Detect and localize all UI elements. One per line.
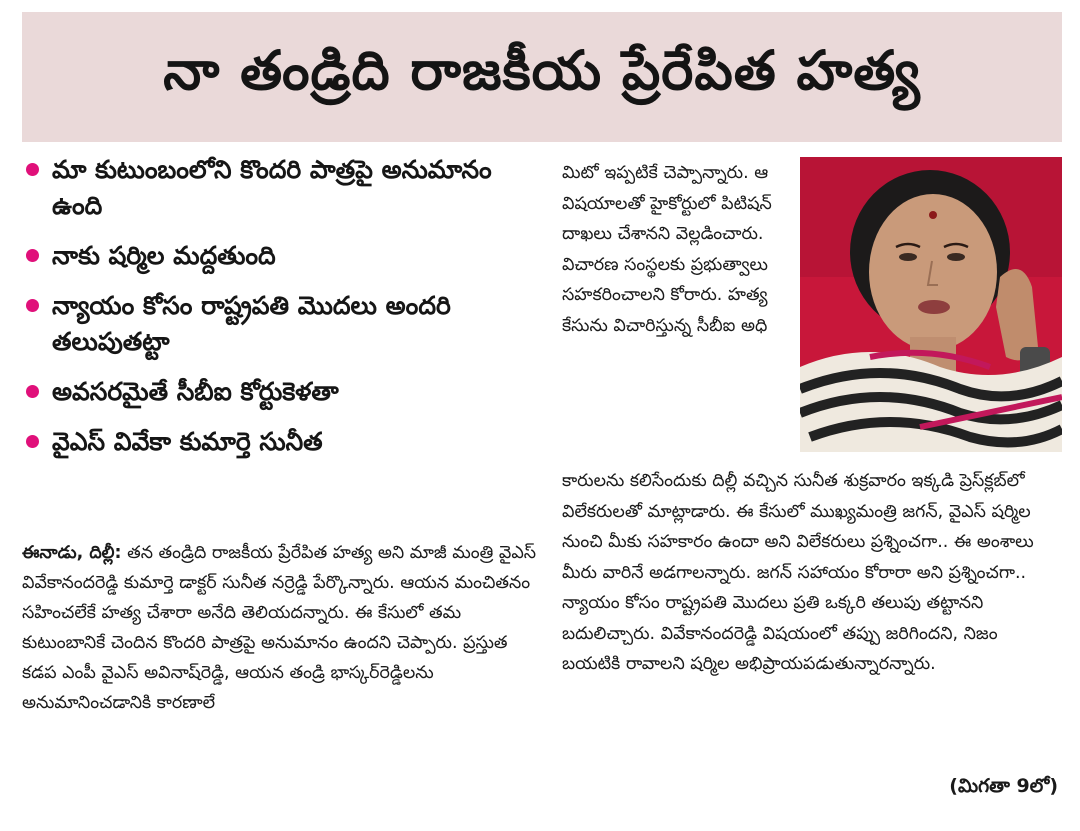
bullet-text: వైఎస్‌ వివేకా కుమార్తె సునీత <box>52 427 323 456</box>
article-body-right-bottom: కారులను కలిసేందుకు దిల్లీ వచ్చిన సునీత శుక్రవారం ఇక్కడి ప్రెస్‌క్లబ్‌లో విలేకరులతో మాట్లాడారు. ఈ కేసులో ముఖ్యమంత్రి జగన్‌, వైఎస్‌ షర్మిల నుంచి మీకు సహకారం ఉందా అని విలేకరులు ప్రశ్నించగా.. ఈ అంశాలు మీరు వారినే అడగాలన్నారు. జగన్‌ సహాయం కోరారా అని ప్రశ్నించగా.. న్యాయం కోసం రాష్ట్రపతి మొదలు ప్రతి ఒక్కరి తలుపు తట్టానని బదులిచ్చారు. వివేకానందరెడ్డి విషయంలో తప్పు జరిగిందని, నిజం బయటికి రావాలని షర్మిల అభిప్రాయపడుతున్నారన్నారు. <box>562 471 1034 674</box>
article-body-right-top: మిటో ఇప్పటికే చెప్పాన్నారు. ఆ విషయాలతో హైకోర్టులో పిటిషన్‌ దాఖలు చేశానని వెల్లడించారు. విచారణ సంస్థలకు ప్రభుత్వాలు సహకరించాలని కోరారు. హత్య కేసును విచారిస్తున్న సీబీఐ అధి <box>562 163 772 336</box>
bullet-item <box>22 424 542 460</box>
portrait-illustration <box>800 157 1062 452</box>
bullet-dot-icon <box>26 385 39 398</box>
portrait-photo <box>800 157 1062 452</box>
bullet-item <box>22 152 522 224</box>
bullet-dot-icon <box>26 249 39 262</box>
bullet-item <box>22 238 542 274</box>
dateline: ఈనాడు, దిల్లీ: <box>22 543 122 563</box>
article-text-left: తన తండ్రిది రాజకీయ ప్రేరేపిత హత్య అని మాజీ మంత్రి వైఎస్‌ వివేకానందరెడ్డి కుమార్తె డాక్టర్‌ సునీత నర్రెడ్డి పేర్కొన్నారు. ఆయన మంచితనం సహించలేకే హత్య చేశారా అనేది తెలియదన్నారు. ఈ కేసులో తమ కుటుంబానికే చెందిన కొందరి పాత్రపై అనుమానం ఉందని చెప్పారు. ప్రస్తుత కడప ఎంపీ వైఎస్‌ అవినాష్‌రెడ్డి, ఆయన తండ్రి భాస్కర్‌రెడ్డిలను అనుమానించడానికి కారణాలే <box>22 543 537 713</box>
bullet-dot-icon <box>26 163 39 176</box>
bullet-text: అవసరమైతే సీబీఐ కోర్టుకెళతా <box>52 377 339 406</box>
bullet-dot-icon <box>26 299 39 312</box>
bullet-list <box>22 152 542 474</box>
article-body-left <box>22 538 542 718</box>
bullet-text: మా కుటుంబంలోని కొందరి పాత్రపై అనుమానం ఉంది <box>52 155 492 220</box>
bullet-item <box>22 374 542 410</box>
bullet-text: నాకు షర్మిల మద్దతుంది <box>52 241 276 270</box>
headline: నా తండ్రిది రాజకీయ ప్రేరేపిత హత్య <box>163 38 921 102</box>
headline-band <box>22 12 1062 142</box>
bullet-text: న్యాయం కోసం రాష్ట్రపతి మొదలు అందరి తలుపుతట్టా <box>52 291 451 356</box>
continued-note: (మిగతా 9లో) <box>949 775 1058 797</box>
bullet-dot-icon <box>26 435 39 448</box>
bullet-item <box>22 288 512 360</box>
